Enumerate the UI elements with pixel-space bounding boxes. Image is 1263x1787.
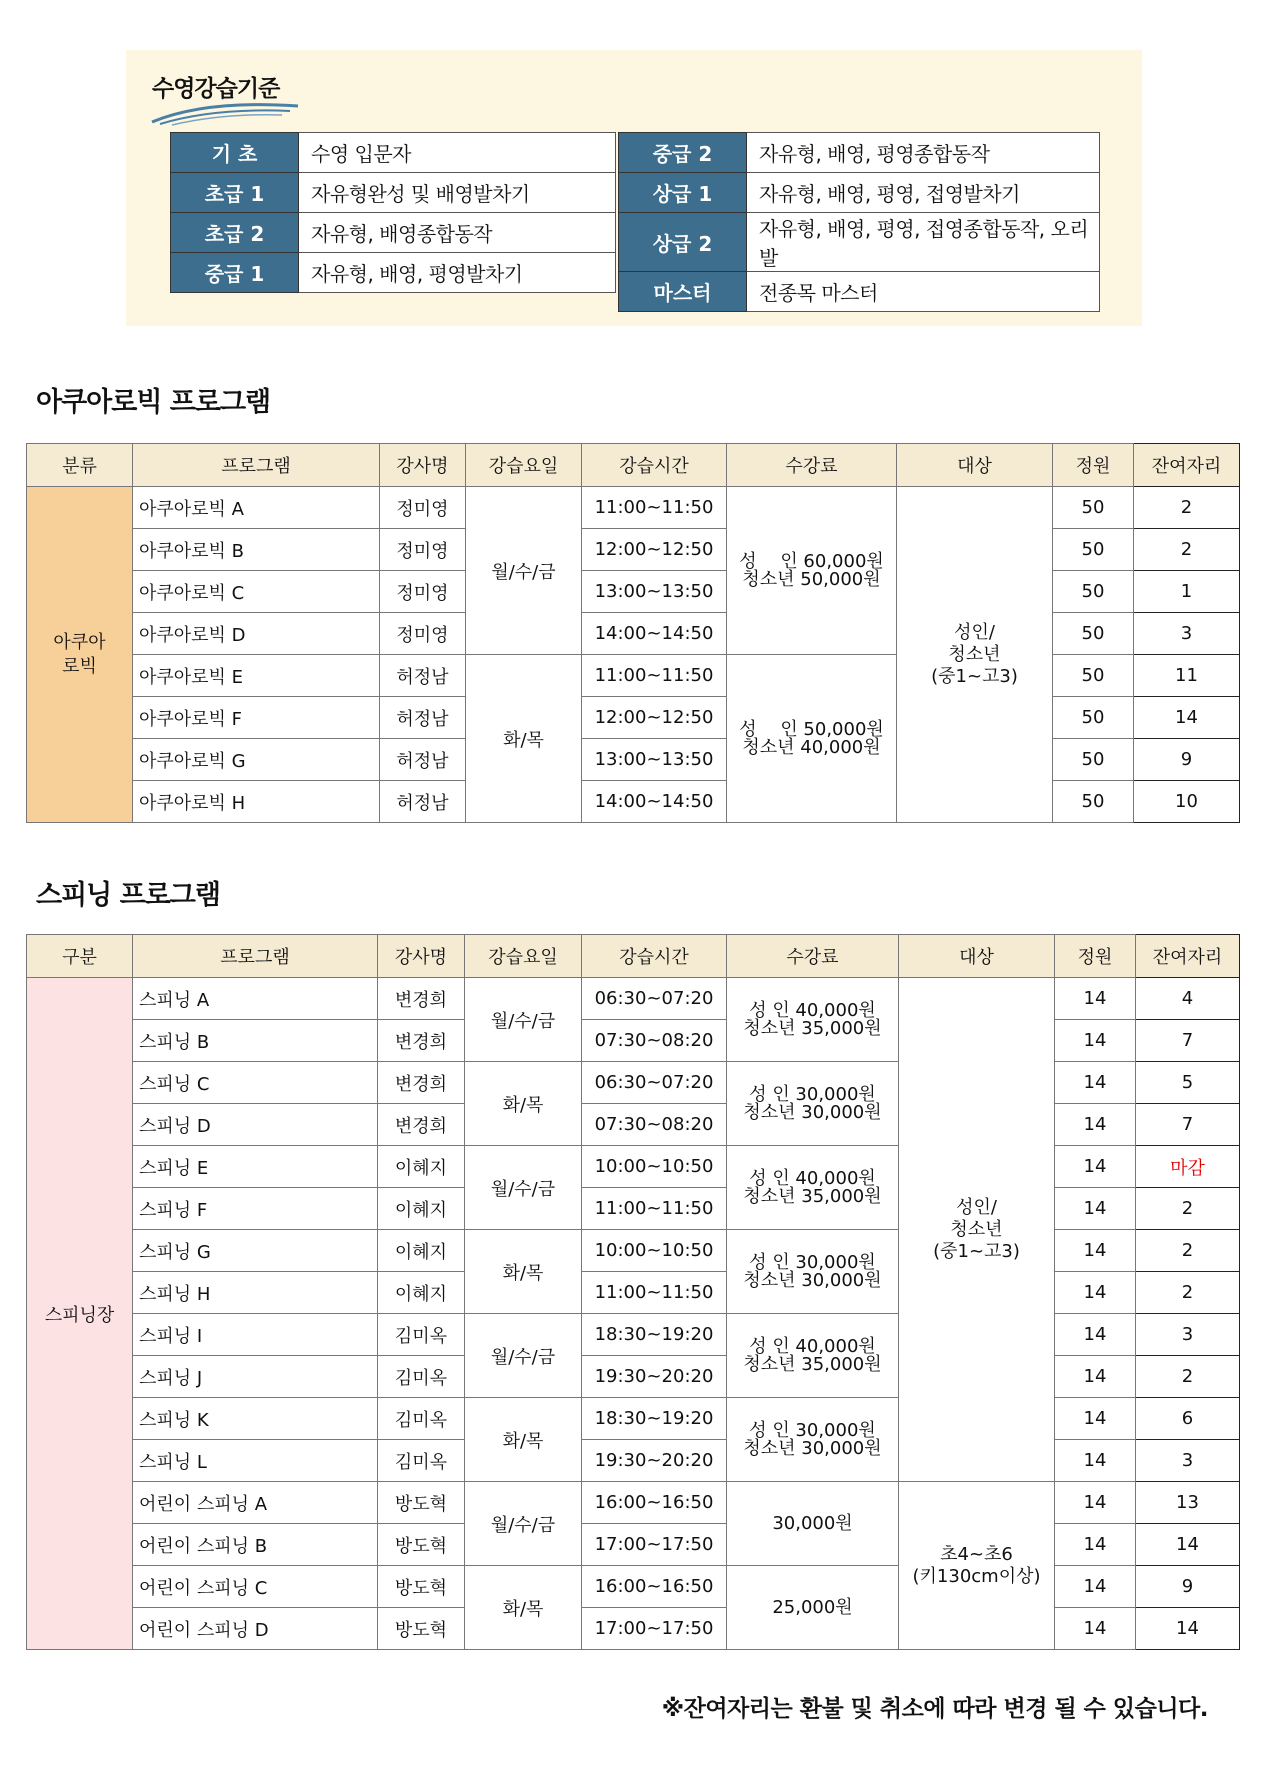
fee-cell	[727, 1314, 899, 1398]
table-row	[27, 739, 1240, 781]
table-row	[27, 1566, 1240, 1608]
column-header: 대상	[897, 444, 1053, 487]
class-days: 화/목	[465, 1566, 582, 1650]
column-header: 강사명	[378, 935, 465, 978]
instructor-name: 방도혁	[378, 1566, 465, 1608]
instructor-name: 김미옥	[378, 1356, 465, 1398]
cell-line: 성 인 30,000원	[749, 1083, 876, 1105]
instructor-name: 김미옥	[378, 1398, 465, 1440]
table-row	[27, 697, 1240, 739]
capacity: 14	[1055, 978, 1136, 1020]
class-days: 월/수/금	[465, 978, 582, 1062]
capacity: 50	[1053, 487, 1134, 529]
class-time: 16:00~16:50	[582, 1566, 727, 1608]
column-header: 강습요일	[466, 444, 582, 487]
level-row	[171, 253, 616, 293]
level-description: 자유형, 배영, 평영, 접영종합동작, 오리발	[747, 213, 1100, 272]
level-label: 마스터	[619, 272, 747, 312]
level-row	[171, 133, 616, 173]
remaining-seats: 5	[1136, 1062, 1240, 1104]
program-name: 어린이 스피닝 A	[133, 1482, 378, 1524]
remaining-seats: 3	[1136, 1440, 1240, 1482]
column-header: 프로그램	[133, 935, 378, 978]
instructor-name: 방도혁	[378, 1608, 465, 1650]
class-time: 13:00~13:50	[582, 739, 727, 781]
class-time: 11:00~11:50	[582, 1272, 727, 1314]
column-header: 수강료	[727, 935, 899, 978]
class-time: 10:00~10:50	[582, 1230, 727, 1272]
level-row	[171, 213, 616, 253]
aerobic-section-title: 아쿠아로빅 프로그램	[36, 387, 271, 418]
target-cell	[899, 978, 1055, 1482]
instructor-name: 김미옥	[378, 1314, 465, 1356]
table-row	[27, 1482, 1240, 1524]
class-time: 18:30~19:20	[582, 1314, 727, 1356]
level-row	[171, 173, 616, 213]
cell-line: (중1~고3)	[931, 665, 1018, 687]
aerobic-schedule-table	[26, 443, 1240, 823]
capacity: 50	[1053, 697, 1134, 739]
capacity: 14	[1055, 1608, 1136, 1650]
cell-line: 청소년 40,000원	[742, 736, 881, 758]
instructor-name: 이혜지	[378, 1272, 465, 1314]
class-time: 19:30~20:20	[582, 1440, 727, 1482]
table-row	[27, 1146, 1240, 1188]
level-row	[619, 272, 1100, 312]
class-time: 10:00~10:50	[582, 1146, 727, 1188]
table-row	[27, 1398, 1240, 1440]
program-name: 스피닝 J	[133, 1356, 378, 1398]
table-row	[27, 1062, 1240, 1104]
cell-line: 성 인 60,000원	[739, 550, 884, 572]
remaining-seats: 2	[1136, 1230, 1240, 1272]
fee-cell	[727, 487, 897, 655]
capacity: 14	[1055, 1482, 1136, 1524]
fee-cell	[727, 1230, 899, 1314]
instructor-name: 정미영	[380, 529, 466, 571]
class-days: 화/목	[465, 1230, 582, 1314]
remaining-seats: 9	[1136, 1566, 1240, 1608]
remaining-seats: 14	[1134, 697, 1240, 739]
table-row	[27, 613, 1240, 655]
program-name: 어린이 스피닝 D	[133, 1608, 378, 1650]
remaining-seats: 6	[1136, 1398, 1240, 1440]
remaining-seats: 3	[1136, 1314, 1240, 1356]
instructor-name: 변경희	[378, 1104, 465, 1146]
table-row	[27, 1020, 1240, 1062]
program-name: 아쿠아로빅 G	[133, 739, 380, 781]
level-row	[619, 213, 1100, 272]
class-days: 월/수/금	[465, 1314, 582, 1398]
program-name: 스피닝 K	[133, 1398, 378, 1440]
fee-cell	[727, 1062, 899, 1146]
program-name: 아쿠아로빅 H	[133, 781, 380, 823]
column-header: 프로그램	[133, 444, 380, 487]
table-row	[27, 1272, 1240, 1314]
class-days: 화/목	[465, 1062, 582, 1146]
class-time: 18:30~19:20	[582, 1398, 727, 1440]
capacity: 14	[1055, 1566, 1136, 1608]
program-name: 아쿠아로빅 D	[133, 613, 380, 655]
table-row	[27, 1230, 1240, 1272]
table-row	[27, 978, 1240, 1020]
cell-line: 30,000원	[772, 1512, 853, 1534]
level-label: 상급 2	[619, 213, 747, 272]
column-header: 잔여자리	[1136, 935, 1240, 978]
capacity: 14	[1055, 1104, 1136, 1146]
capacity: 50	[1053, 613, 1134, 655]
cell-line: 성 인 40,000원	[749, 1335, 876, 1357]
program-name: 아쿠아로빅 B	[133, 529, 380, 571]
table-row	[27, 655, 1240, 697]
remaining-seats: 9	[1134, 739, 1240, 781]
instructor-name: 정미영	[380, 571, 466, 613]
remaining-seats: 2	[1134, 529, 1240, 571]
remaining-seats: 11	[1134, 655, 1240, 697]
column-header: 강습시간	[582, 935, 727, 978]
capacity: 14	[1055, 1188, 1136, 1230]
cell-line: (중1~고3)	[933, 1240, 1020, 1262]
level-label: 초급 2	[171, 213, 299, 253]
instructor-name: 이혜지	[378, 1146, 465, 1188]
remaining-seats: 10	[1134, 781, 1240, 823]
class-days: 월/수/금	[465, 1482, 582, 1566]
program-name: 스피닝 H	[133, 1272, 378, 1314]
level-label: 기 초	[171, 133, 299, 173]
cell-line: 청소년 35,000원	[743, 1017, 882, 1039]
instructor-name: 허정남	[380, 697, 466, 739]
class-time: 17:00~17:50	[582, 1524, 727, 1566]
instructor-name: 이혜지	[378, 1188, 465, 1230]
capacity: 14	[1055, 1146, 1136, 1188]
swim-level-box	[126, 50, 1142, 326]
cell-line: 초4~초6	[940, 1543, 1013, 1565]
program-name: 아쿠아로빅 A	[133, 487, 380, 529]
capacity: 14	[1055, 1356, 1136, 1398]
wave-swoosh-icon	[150, 100, 300, 126]
table-row	[27, 1608, 1240, 1650]
remaining-seats-closed: 마감	[1136, 1146, 1240, 1188]
class-time: 12:00~12:50	[582, 529, 727, 571]
cell-line: 성 인 50,000원	[739, 718, 884, 740]
column-header: 강습요일	[465, 935, 582, 978]
class-time: 19:30~20:20	[582, 1356, 727, 1398]
program-name: 스피닝 E	[133, 1146, 378, 1188]
class-time: 06:30~07:20	[582, 1062, 727, 1104]
table-row	[27, 487, 1240, 529]
level-description: 자유형완성 및 배영발차기	[299, 173, 616, 213]
table-row	[27, 781, 1240, 823]
fee-cell	[727, 1482, 899, 1566]
remaining-seats: 14	[1136, 1524, 1240, 1566]
class-time: 14:00~14:50	[582, 613, 727, 655]
remaining-seats: 14	[1136, 1608, 1240, 1650]
remaining-seats: 2	[1134, 487, 1240, 529]
program-name: 스피닝 L	[133, 1440, 378, 1482]
remaining-seats: 7	[1136, 1104, 1240, 1146]
level-description: 자유형, 배영, 평영, 접영발차기	[747, 173, 1100, 213]
class-time: 06:30~07:20	[582, 978, 727, 1020]
cell-line: 25,000원	[772, 1596, 853, 1618]
class-days: 월/수/금	[465, 1146, 582, 1230]
capacity: 14	[1055, 1020, 1136, 1062]
level-description: 전종목 마스터	[747, 272, 1100, 312]
capacity: 50	[1053, 739, 1134, 781]
category-cell: 아쿠아 로빅	[27, 487, 133, 823]
class-time: 07:30~08:20	[582, 1104, 727, 1146]
cell-line: (키130cm이상)	[912, 1565, 1041, 1587]
cell-line: 성 인 30,000원	[749, 1251, 876, 1273]
level-label: 초급 1	[171, 173, 299, 213]
class-days: 화/목	[465, 1398, 582, 1482]
remaining-seats-note: ※잔여자리는 환불 및 취소에 따라 변경 될 수 있습니다.	[661, 1696, 1208, 1722]
table-row	[27, 1104, 1240, 1146]
instructor-name: 방도혁	[378, 1482, 465, 1524]
program-name: 스피닝 G	[133, 1230, 378, 1272]
cell-line: 청소년 30,000원	[743, 1101, 882, 1123]
level-label: 상급 1	[619, 173, 747, 213]
program-name: 스피닝 B	[133, 1020, 378, 1062]
remaining-seats: 13	[1136, 1482, 1240, 1524]
table-row	[27, 1188, 1240, 1230]
capacity: 14	[1055, 1398, 1136, 1440]
class-days: 화/목	[466, 655, 582, 823]
instructor-name: 변경희	[378, 978, 465, 1020]
capacity: 14	[1055, 1272, 1136, 1314]
column-header: 강사명	[380, 444, 466, 487]
capacity: 50	[1053, 655, 1134, 697]
remaining-seats: 3	[1134, 613, 1240, 655]
column-header: 분류	[27, 444, 133, 487]
capacity: 14	[1055, 1314, 1136, 1356]
class-time: 12:00~12:50	[582, 697, 727, 739]
program-name: 스피닝 F	[133, 1188, 378, 1230]
level-row	[619, 133, 1100, 173]
cell-line: 청소년	[950, 1218, 1003, 1240]
cell-line: 성 인 40,000원	[749, 1167, 876, 1189]
class-time: 07:30~08:20	[582, 1020, 727, 1062]
class-days: 월/수/금	[466, 487, 582, 655]
program-name: 스피닝 A	[133, 978, 378, 1020]
column-header: 대상	[899, 935, 1055, 978]
level-description: 자유형, 배영, 평영발차기	[299, 253, 616, 293]
spinning-schedule-table	[26, 934, 1240, 1650]
cell-line: 청소년	[948, 643, 1001, 665]
cell-line: 청소년 35,000원	[743, 1185, 882, 1207]
instructor-name: 변경희	[378, 1020, 465, 1062]
fee-cell	[727, 1566, 899, 1650]
instructor-name: 이혜지	[378, 1230, 465, 1272]
program-name: 어린이 스피닝 C	[133, 1566, 378, 1608]
class-time: 11:00~11:50	[582, 487, 727, 529]
class-time: 11:00~11:50	[582, 655, 727, 697]
cell-line: 성인/	[954, 621, 995, 643]
remaining-seats: 2	[1136, 1356, 1240, 1398]
class-time: 16:00~16:50	[582, 1482, 727, 1524]
cell-line: 청소년 35,000원	[743, 1353, 882, 1375]
column-header: 정원	[1053, 444, 1134, 487]
level-table-left	[170, 132, 616, 293]
column-header: 잔여자리	[1134, 444, 1240, 487]
capacity: 50	[1053, 529, 1134, 571]
fee-cell	[727, 978, 899, 1062]
cell-line: 청소년 50,000원	[742, 568, 881, 590]
fee-cell	[727, 655, 897, 823]
capacity: 14	[1055, 1230, 1136, 1272]
program-name: 아쿠아로빅 F	[133, 697, 380, 739]
instructor-name: 정미영	[380, 487, 466, 529]
target-cell	[899, 1482, 1055, 1650]
capacity: 14	[1055, 1440, 1136, 1482]
program-name: 스피닝 I	[133, 1314, 378, 1356]
level-description: 수영 입문자	[299, 133, 616, 173]
program-name: 스피닝 D	[133, 1104, 378, 1146]
remaining-seats: 1	[1134, 571, 1240, 613]
level-title: 수영강습기준	[152, 76, 280, 102]
program-name: 어린이 스피닝 B	[133, 1524, 378, 1566]
class-time: 13:00~13:50	[582, 571, 727, 613]
remaining-seats: 4	[1136, 978, 1240, 1020]
table-row	[27, 1356, 1240, 1398]
table-row	[27, 1524, 1240, 1566]
level-row	[619, 173, 1100, 213]
program-name: 아쿠아로빅 C	[133, 571, 380, 613]
remaining-seats: 2	[1136, 1188, 1240, 1230]
cell-line: 성인/	[956, 1196, 997, 1218]
table-row	[27, 529, 1240, 571]
fee-cell	[727, 1146, 899, 1230]
instructor-name: 방도혁	[378, 1524, 465, 1566]
column-header: 구분	[27, 935, 133, 978]
instructor-name: 정미영	[380, 613, 466, 655]
instructor-name: 허정남	[380, 739, 466, 781]
class-time: 17:00~17:50	[582, 1608, 727, 1650]
instructor-name: 허정남	[380, 781, 466, 823]
cell-line: 청소년 30,000원	[743, 1269, 882, 1291]
category-cell: 스피닝장	[27, 978, 133, 1650]
table-row	[27, 1440, 1240, 1482]
capacity: 50	[1053, 781, 1134, 823]
level-table-right	[618, 132, 1100, 312]
program-name: 아쿠아로빅 E	[133, 655, 380, 697]
program-name: 스피닝 C	[133, 1062, 378, 1104]
cell-line: 성 인 40,000원	[749, 999, 876, 1021]
remaining-seats: 2	[1136, 1272, 1240, 1314]
fee-cell	[727, 1398, 899, 1482]
cell-line: 성 인 30,000원	[749, 1419, 876, 1441]
column-header: 강습시간	[582, 444, 727, 487]
spinning-section-title: 스피닝 프로그램	[36, 880, 220, 911]
instructor-name: 허정남	[380, 655, 466, 697]
level-description: 자유형, 배영종합동작	[299, 213, 616, 253]
remaining-seats: 7	[1136, 1020, 1240, 1062]
class-time: 14:00~14:50	[582, 781, 727, 823]
target-cell	[897, 487, 1053, 823]
instructor-name: 김미옥	[378, 1440, 465, 1482]
level-label: 중급 2	[619, 133, 747, 173]
level-label: 중급 1	[171, 253, 299, 293]
instructor-name: 변경희	[378, 1062, 465, 1104]
column-header: 수강료	[727, 444, 897, 487]
capacity: 50	[1053, 571, 1134, 613]
level-description: 자유형, 배영, 평영종합동작	[747, 133, 1100, 173]
cell-line: 청소년 30,000원	[743, 1437, 882, 1459]
column-header: 정원	[1055, 935, 1136, 978]
capacity: 14	[1055, 1062, 1136, 1104]
table-row	[27, 1314, 1240, 1356]
capacity: 14	[1055, 1524, 1136, 1566]
table-row	[27, 571, 1240, 613]
class-time: 11:00~11:50	[582, 1188, 727, 1230]
